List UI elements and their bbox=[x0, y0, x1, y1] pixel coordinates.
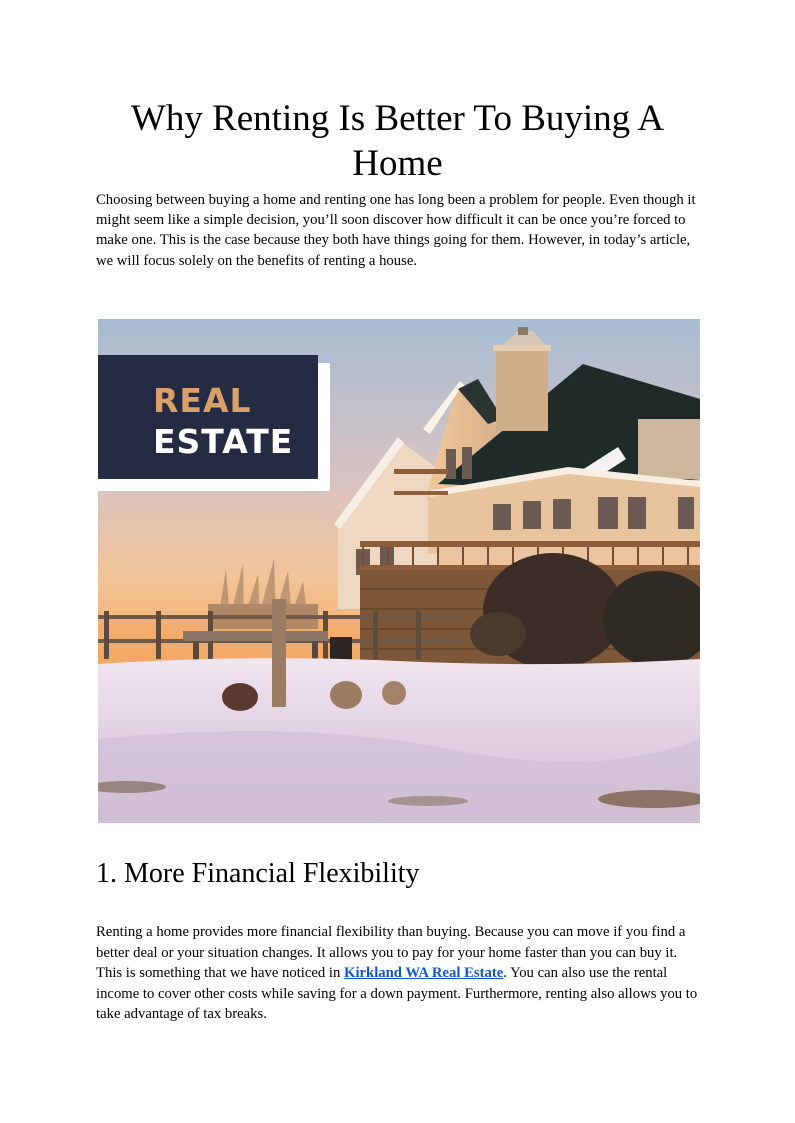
section-heading: 1. More Financial Flexibility bbox=[96, 858, 420, 889]
paragraph-text-before-link: Renting a home provides more financial flexibility than buying. Because you can move if you find a better deal or your situation changes. It allows you to pay for your home faster than you can buy it. This is something that we have noticed in bbox=[96, 924, 686, 982]
kirkland-real-estate-link[interactable]: Kirkland WA Real Estate bbox=[344, 965, 504, 982]
badge-line-2: ESTATE bbox=[153, 422, 294, 461]
paragraph-text-after-link: . You can also use the rental income to cover other costs while saving for a down payment. Furthermore, renting also allows you to take advantage of tax breaks. bbox=[96, 965, 698, 1023]
real-estate-house-photo bbox=[98, 319, 700, 823]
intro-paragraph: Choosing between buying a home and renting one has long been a problem for people. Even though it might seem like a simple decision, you’ll soon discover how difficult it can be once you’re forced to make one. This is the case because they both have things going for them. However, in today’s article, we will focus solely on the benefits of renting a house. bbox=[96, 192, 696, 269]
badge-line-1: REAL bbox=[153, 381, 252, 420]
page-title: Why Renting Is Better To Buying A Home bbox=[130, 98, 665, 184]
section-paragraph bbox=[96, 922, 702, 1025]
